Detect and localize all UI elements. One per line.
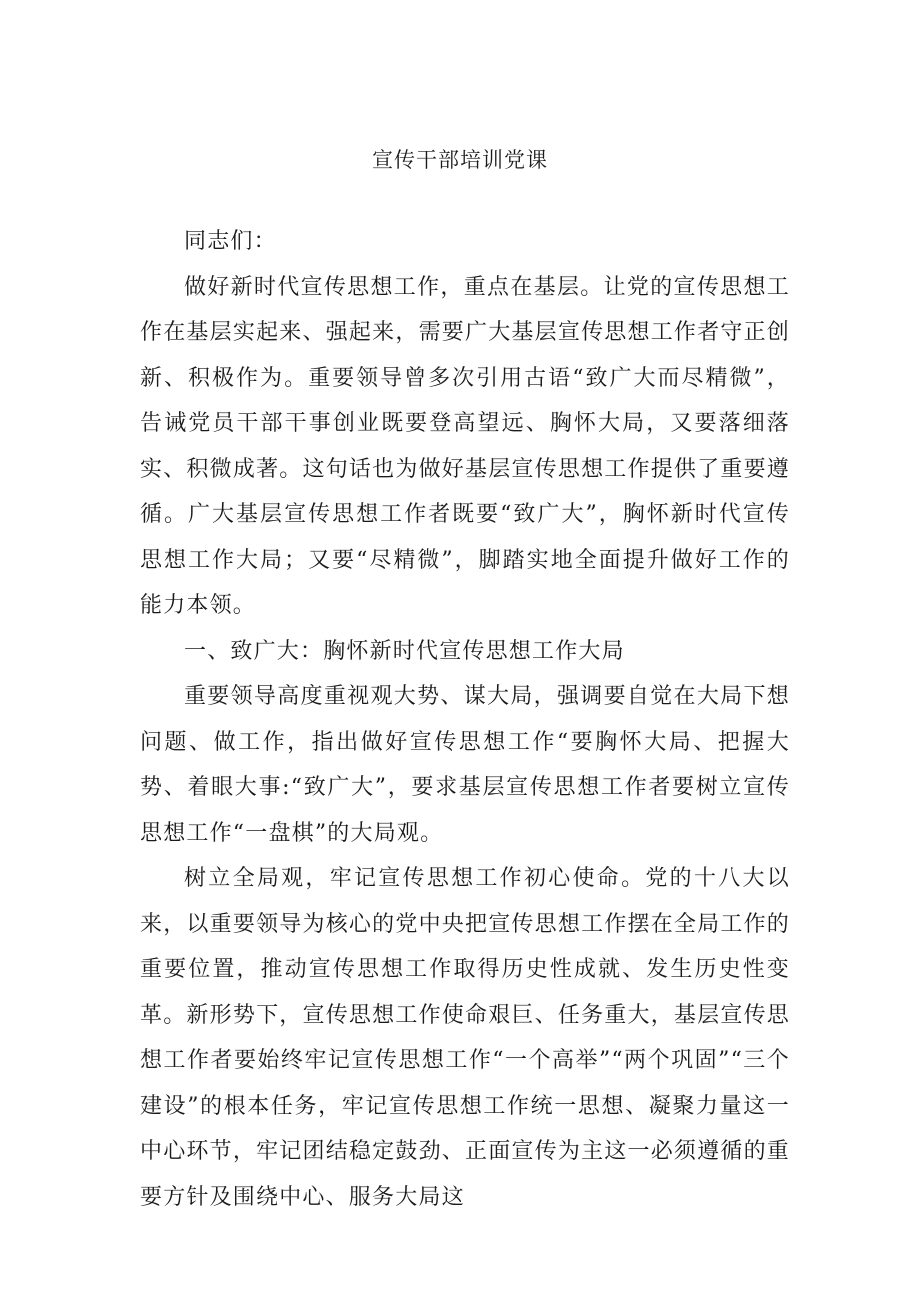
document-body	[140, 219, 790, 1220]
document-title: 宣传干部培训党课	[372, 148, 548, 172]
intro-paragraph: 做好新时代宣传思想工作，重点在基层。让党的宣传思想工作在基层实起来、强起来，需要广大基层宣传思想工作者守正创新、积极作为。重要领导曾多次引用古语“致广大而尽精微”，告诫党员干部干事创业既要登高望远、胸怀大局，又要落细落实、积微成著。这句话也为做好基层宣传思想工作提供了重要遵循。广大基层宣传思想工作者既要“致广大”，胸怀新时代宣传思想工作大局；又要“尽精微”，脚踏实地全面提升做好工作的能力本领。	[140, 274, 790, 618]
body-paragraph: 重要领导高度重视观大势、谋大局，强调要自觉在大局下想问题、做工作，指出做好宣传思想工作“要胸怀大局、把握大势、着眼大事:“致广大”，要求基层宣传思想工作者要树立宣传思想工作“一盘棋”的大局观。	[140, 684, 790, 846]
body-paragraph: 树立全局观，牢记宣传思想工作初心使命。党的十八大以来，以重要领导为核心的党中央把宣传思想工作摆在全局工作的重要位置，推动宣传思想工作取得历史性成就、发生历史性变革。新形势下，宣传思想工作使命艰巨、任务重大，基层宣传思想工作者要始终牢记宣传思想工作“一个高举”“两个巩固”“三个建设”的根本任务，牢记宣传思想工作统一思想、凝聚力量这一中心环节，牢记团结稳定鼓劲、正面宣传为主这一必须遵循的重要方针及围绕中心、服务大局这	[140, 866, 790, 1210]
salutation-paragraph: 同志们：	[184, 229, 277, 254]
section-heading: 一、致广大：胸怀新时代宣传思想工作大局	[184, 638, 625, 664]
